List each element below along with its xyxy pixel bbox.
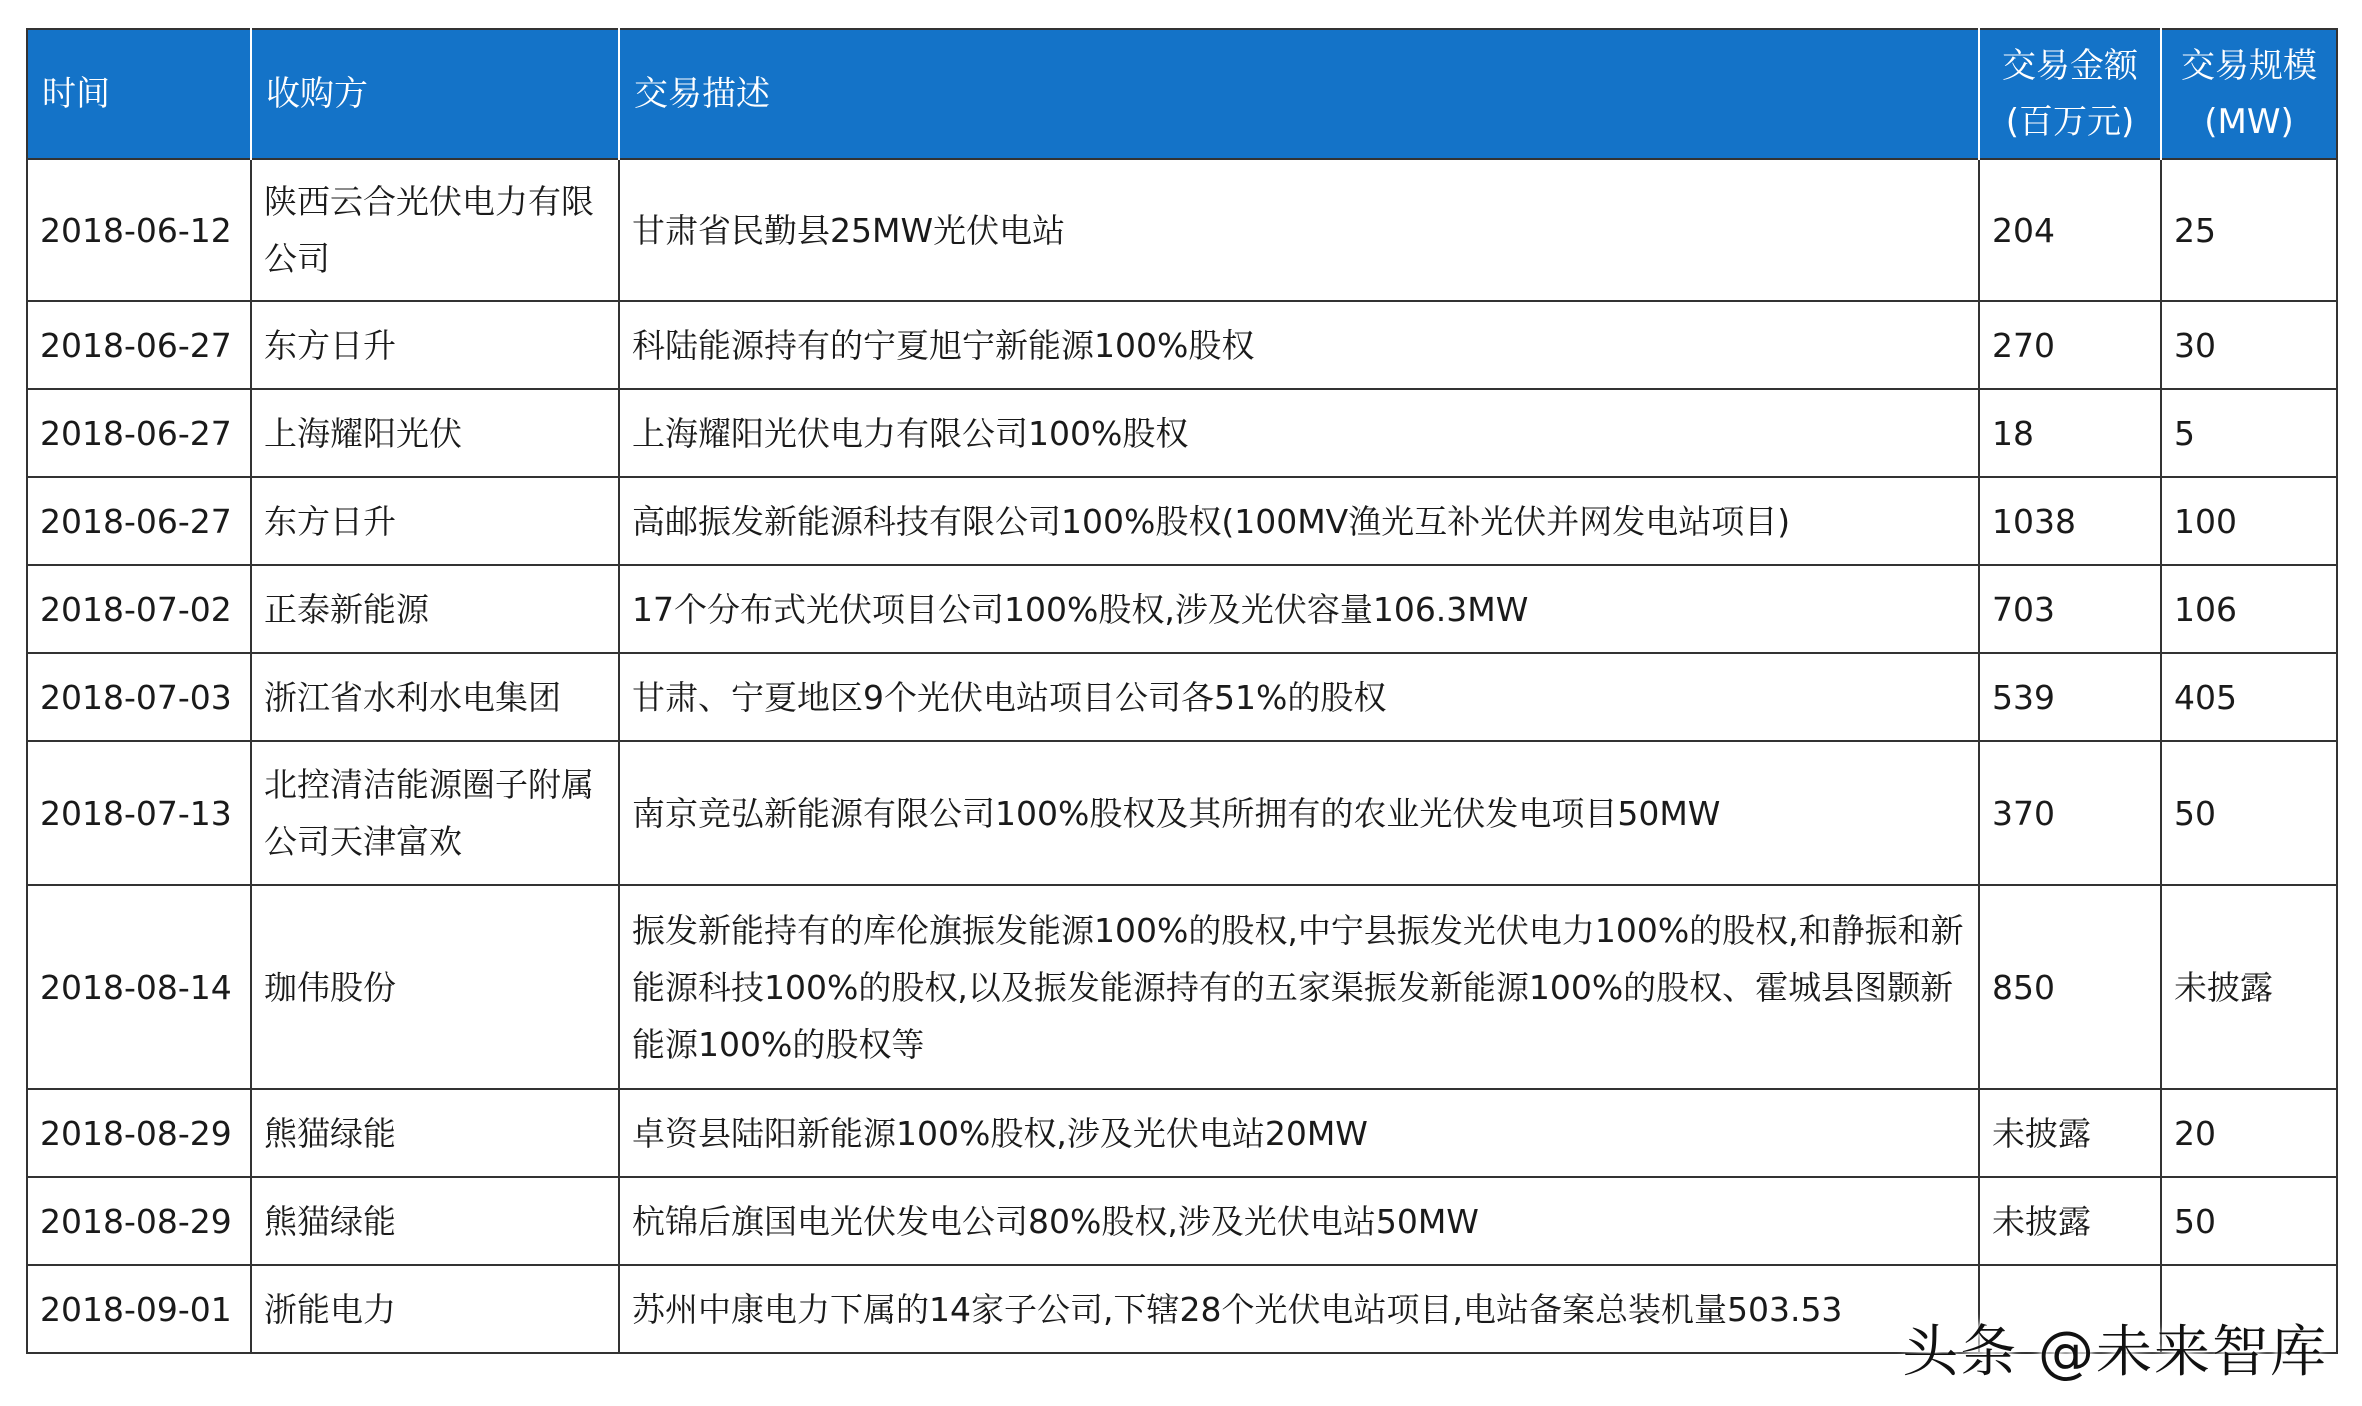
cell-time: 2018-06-12 xyxy=(27,159,251,301)
cell-buyer: 北控清洁能源圈子附属公司天津富欢 xyxy=(251,741,619,885)
cell-buyer: 浙能电力 xyxy=(251,1265,619,1353)
header-amount-line1: 交易金额 xyxy=(2002,46,2138,86)
cell-time: 2018-08-29 xyxy=(27,1089,251,1177)
acquisition-table-container xyxy=(26,28,2336,1354)
cell-time: 2018-08-29 xyxy=(27,1177,251,1265)
cell-description: 甘肃、宁夏地区9个光伏电站项目公司各51%的股权 xyxy=(619,653,1979,741)
table-row xyxy=(27,1089,2337,1177)
cell-scale: 50 xyxy=(2161,741,2337,885)
cell-description: 科陆能源持有的宁夏旭宁新能源100%股权 xyxy=(619,301,1979,389)
table-row xyxy=(27,1177,2337,1265)
cell-time: 2018-07-13 xyxy=(27,741,251,885)
cell-amount: 270 xyxy=(1979,301,2161,389)
cell-description: 南京竞弘新能源有限公司100%股权及其所拥有的农业光伏发电项目50MW xyxy=(619,741,1979,885)
cell-buyer: 珈伟股份 xyxy=(251,885,619,1089)
cell-description: 卓资县陆阳新能源100%股权,涉及光伏电站20MW xyxy=(619,1089,1979,1177)
header-scale-line1: 交易规模 xyxy=(2181,46,2317,86)
table-row xyxy=(27,565,2337,653)
cell-scale: 106 xyxy=(2161,565,2337,653)
cell-buyer: 正泰新能源 xyxy=(251,565,619,653)
cell-time: 2018-09-01 xyxy=(27,1265,251,1353)
cell-amount: 370 xyxy=(1979,741,2161,885)
table-row xyxy=(27,477,2337,565)
cell-scale: 50 xyxy=(2161,1177,2337,1265)
header-buyer: 收购方 xyxy=(251,29,619,159)
cell-scale: 25 xyxy=(2161,159,2337,301)
header-amount xyxy=(1979,29,2161,159)
header-scale-line2: (MW) xyxy=(2204,102,2294,142)
cell-time: 2018-08-14 xyxy=(27,885,251,1089)
table-row xyxy=(27,741,2337,885)
table-row xyxy=(27,389,2337,477)
cell-description: 振发新能持有的库伦旗振发能源100%的股权,中宁县振发光伏电力100%的股权,和静振和新能源科技100%的股权,以及振发能源持有的五家渠振发新能源100%的股权、霍城县图颢新能源100%的股权等 xyxy=(619,885,1979,1089)
table-row xyxy=(27,885,2337,1089)
cell-scale: 30 xyxy=(2161,301,2337,389)
table-row xyxy=(27,653,2337,741)
cell-time: 2018-06-27 xyxy=(27,389,251,477)
cell-time: 2018-06-27 xyxy=(27,301,251,389)
watermark: 头条 @未来智库 xyxy=(1902,1320,2328,1385)
cell-amount: 850 xyxy=(1979,885,2161,1089)
cell-scale: 20 xyxy=(2161,1089,2337,1177)
table-header xyxy=(27,29,2337,159)
cell-buyer: 熊猫绿能 xyxy=(251,1089,619,1177)
cell-time: 2018-06-27 xyxy=(27,477,251,565)
cell-scale: 未披露 xyxy=(2161,885,2337,1089)
cell-time: 2018-07-03 xyxy=(27,653,251,741)
cell-amount: 未披露 xyxy=(1979,1089,2161,1177)
cell-buyer: 东方日升 xyxy=(251,301,619,389)
table-row xyxy=(27,159,2337,301)
table-body xyxy=(27,159,2337,1353)
cell-buyer: 东方日升 xyxy=(251,477,619,565)
cell-description: 杭锦后旗国电光伏发电公司80%股权,涉及光伏电站50MW xyxy=(619,1177,1979,1265)
cell-scale: 405 xyxy=(2161,653,2337,741)
cell-scale: 5 xyxy=(2161,389,2337,477)
cell-amount: 204 xyxy=(1979,159,2161,301)
cell-amount: 未披露 xyxy=(1979,1177,2161,1265)
header-time: 时间 xyxy=(27,29,251,159)
header-description: 交易描述 xyxy=(619,29,1979,159)
cell-description: 甘肃省民勤县25MW光伏电站 xyxy=(619,159,1979,301)
cell-buyer: 上海耀阳光伏 xyxy=(251,389,619,477)
cell-amount: 1038 xyxy=(1979,477,2161,565)
header-scale xyxy=(2161,29,2337,159)
cell-description: 高邮振发新能源科技有限公司100%股权(100MV渔光互补光伏并网发电站项目) xyxy=(619,477,1979,565)
cell-amount: 703 xyxy=(1979,565,2161,653)
table-row xyxy=(27,301,2337,389)
cell-description: 上海耀阳光伏电力有限公司100%股权 xyxy=(619,389,1979,477)
cell-buyer: 浙江省水利水电集团 xyxy=(251,653,619,741)
cell-description: 苏州中康电力下属的14家子公司,下辖28个光伏电站项目,电站备案总装机量503.53 xyxy=(619,1265,1979,1353)
cell-buyer: 熊猫绿能 xyxy=(251,1177,619,1265)
header-row xyxy=(27,29,2337,159)
cell-amount: 539 xyxy=(1979,653,2161,741)
cell-amount: 18 xyxy=(1979,389,2161,477)
cell-buyer: 陕西云合光伏电力有限公司 xyxy=(251,159,619,301)
header-amount-line2: (百万元) xyxy=(2005,102,2135,142)
cell-description: 17个分布式光伏项目公司100%股权,涉及光伏容量106.3MW xyxy=(619,565,1979,653)
acquisition-table xyxy=(26,28,2338,1354)
cell-time: 2018-07-02 xyxy=(27,565,251,653)
cell-scale: 100 xyxy=(2161,477,2337,565)
